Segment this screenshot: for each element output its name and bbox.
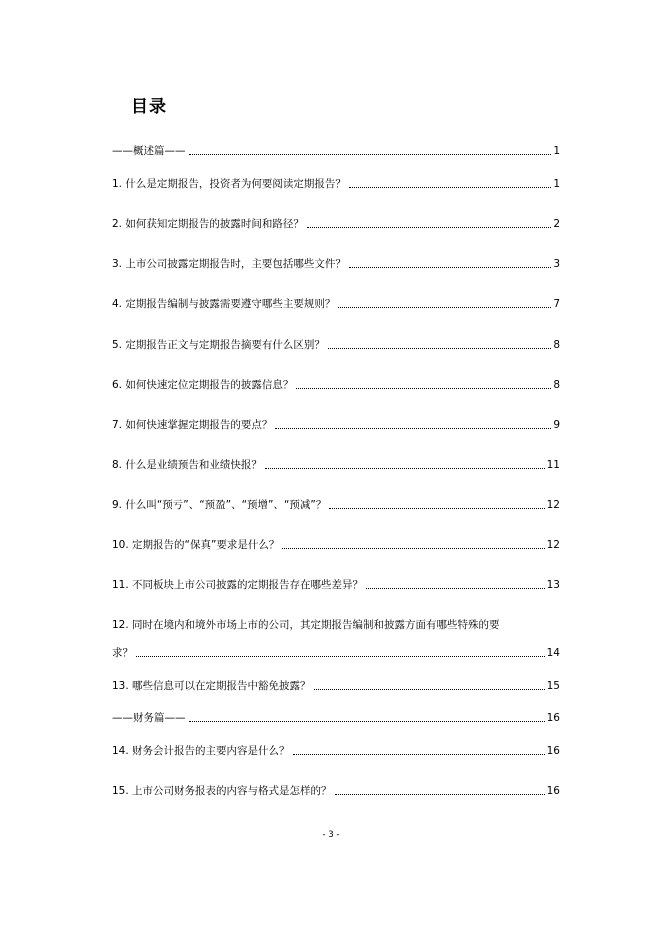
page-number: 13 [546, 579, 560, 591]
toc-entry[interactable]: 15. 上市公司财务报表的内容与格式是怎样的？ 16 [112, 785, 560, 797]
toc-entry-first-line[interactable]: 12. 同时在境内和境外市场上市的公司，其定期报告编制和披露方面有哪些特殊的要 [112, 619, 500, 631]
leader-dots [307, 226, 551, 228]
page-number: 16 [546, 785, 560, 797]
page-number: 12 [546, 539, 560, 551]
toc-entry[interactable]: 4. 定期报告编制与披露需要遵守哪些主要规则？ 7 [112, 298, 560, 310]
toc-entry[interactable]: 5. 定期报告正文与定期报告摘要有什么区别？ 8 [112, 339, 560, 351]
leader-dots [335, 793, 545, 795]
toc-entry[interactable]: 10. 定期报告的“保真”要求是什么？ 12 [112, 539, 560, 551]
leader-dots [293, 753, 545, 755]
toc-entry[interactable]: 13. 哪些信息可以在定期报告中豁免披露？ 15 [112, 680, 560, 692]
page-number: 1 [553, 145, 560, 157]
page-footer-number: - 3 - [322, 830, 340, 840]
leader-dots [189, 153, 552, 155]
leader-dots [189, 720, 545, 722]
leader-dots [275, 427, 551, 429]
page-number: 12 [546, 499, 560, 511]
toc-entry[interactable]: 1. 什么是定期报告，投资者为何要阅读定期报告？ 1 [112, 178, 560, 190]
leader-dots [366, 587, 545, 589]
toc-title: 目录 [131, 97, 167, 117]
leader-dots [349, 186, 551, 188]
leader-dots [338, 306, 551, 308]
page-number: 14 [546, 647, 560, 659]
page-number: 7 [553, 298, 560, 310]
toc-entry[interactable]: 2. 如何获知定期报告的披露时间和路径？ 2 [112, 218, 560, 230]
toc-entry[interactable]: 7. 如何快速掌握定期报告的要点？ 9 [112, 419, 560, 431]
leader-dots [296, 387, 551, 389]
toc-entry[interactable]: 8. 什么是业绩预告和业绩快报？ 11 [112, 459, 560, 471]
page-number: 15 [546, 680, 560, 692]
leader-dots [349, 266, 551, 268]
page-number: 8 [553, 339, 560, 351]
toc-entry[interactable]: 求？ 14 [112, 647, 560, 659]
leader-dots [136, 655, 545, 657]
page-number: 8 [553, 379, 560, 391]
toc-entry[interactable]: 9. 什么叫“预亏”、“预盈”、“预增”、“预减”？ 12 [112, 499, 560, 511]
toc-entry[interactable]: 14. 财务会计报告的主要内容是什么？ 16 [112, 745, 560, 757]
leader-dots [265, 467, 545, 469]
leader-dots [314, 688, 545, 690]
toc-entry[interactable]: 11. 不同板块上市公司披露的定期报告存在哪些差异？ 13 [112, 579, 560, 591]
toc-entry[interactable]: 6. 如何快速定位定期报告的披露信息？ 8 [112, 379, 560, 391]
page-number: 9 [553, 419, 560, 431]
toc-entry[interactable]: ——概述篇—— 1 [112, 145, 560, 157]
leader-dots [282, 547, 544, 549]
page-number: 2 [553, 218, 560, 230]
leader-dots [329, 507, 544, 509]
page-number: 16 [546, 712, 560, 724]
page-number: 3 [553, 258, 560, 270]
toc-entry[interactable]: ——财务篇—— 16 [112, 712, 560, 724]
leader-dots [328, 347, 551, 349]
page-number: 11 [546, 459, 560, 471]
toc-entry[interactable]: 3. 上市公司披露定期报告时，主要包括哪些文件？ 3 [112, 258, 560, 270]
page-number: 1 [553, 178, 560, 190]
page-number: 16 [546, 745, 560, 757]
